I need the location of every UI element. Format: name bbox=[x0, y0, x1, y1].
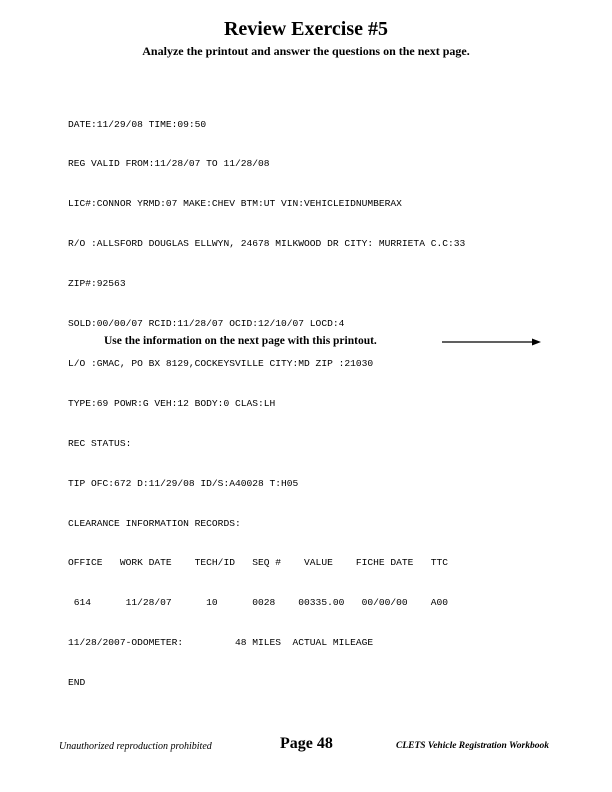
footer-book-title: CLETS Vehicle Registration Workbook bbox=[396, 741, 549, 751]
footer-notice: Unauthorized reproduction prohibited bbox=[59, 741, 212, 752]
printout-table-header: OFFICE WORK DATE TECH/ID SEQ # VALUE FICHE DATE TTC bbox=[68, 557, 448, 569]
printout-table-row: 614 11/28/07 10 0028 00335.00 00/00/00 A00 bbox=[68, 597, 448, 609]
printout-line: DATE:11/29/08 TIME:09:50 bbox=[68, 118, 207, 130]
printout-line: SOLD:00/00/07 RCID:11/28/07 OCID:12/10/07 LOCD:4 bbox=[68, 318, 345, 330]
printout-line: R/O :ALLSFORD DOUGLAS ELLWYN, 24678 MILKWOOD DR CITY: MURRIETA C.C:33 bbox=[68, 238, 466, 250]
printout-line: TIP OFC:672 D:11/29/08 ID/S:A40028 T:H05 bbox=[68, 477, 299, 489]
page-title: Review Exercise #5 bbox=[223, 18, 389, 40]
page-number: Page 48 bbox=[280, 735, 333, 752]
printout-line: REC STATUS: bbox=[68, 437, 132, 449]
printout-block bbox=[68, 91, 465, 703]
printout-line: ZIP#:92563 bbox=[68, 278, 126, 290]
printout-line: CLEARANCE INFORMATION RECORDS: bbox=[68, 517, 241, 529]
printout-line: 11/28/2007-ODOMETER: 48 MILES ACTUAL MILEAGE bbox=[68, 637, 374, 649]
page-subtitle: Analyze the printout and answer the questions on the next page. bbox=[142, 44, 470, 58]
printout-line: END bbox=[68, 677, 86, 689]
printout-line: L/O :GMAC, PO BX 8129,COCKEYSVILLE CITY:MD ZIP :21030 bbox=[68, 357, 374, 369]
printout-line: TYPE:69 POWR:G VEH:12 BODY:0 CLAS:LH bbox=[68, 397, 276, 409]
instruction-note: Use the information on the next page with this printout. bbox=[104, 335, 377, 347]
printout-line: LIC#:CONNOR YRMD:07 MAKE:CHEV BTM:UT VIN:VEHICLEIDNUMBERAX bbox=[68, 198, 402, 210]
arrow-right-icon bbox=[442, 336, 542, 348]
printout-line: REG VALID FROM:11/28/07 TO 11/28/08 bbox=[68, 158, 270, 170]
